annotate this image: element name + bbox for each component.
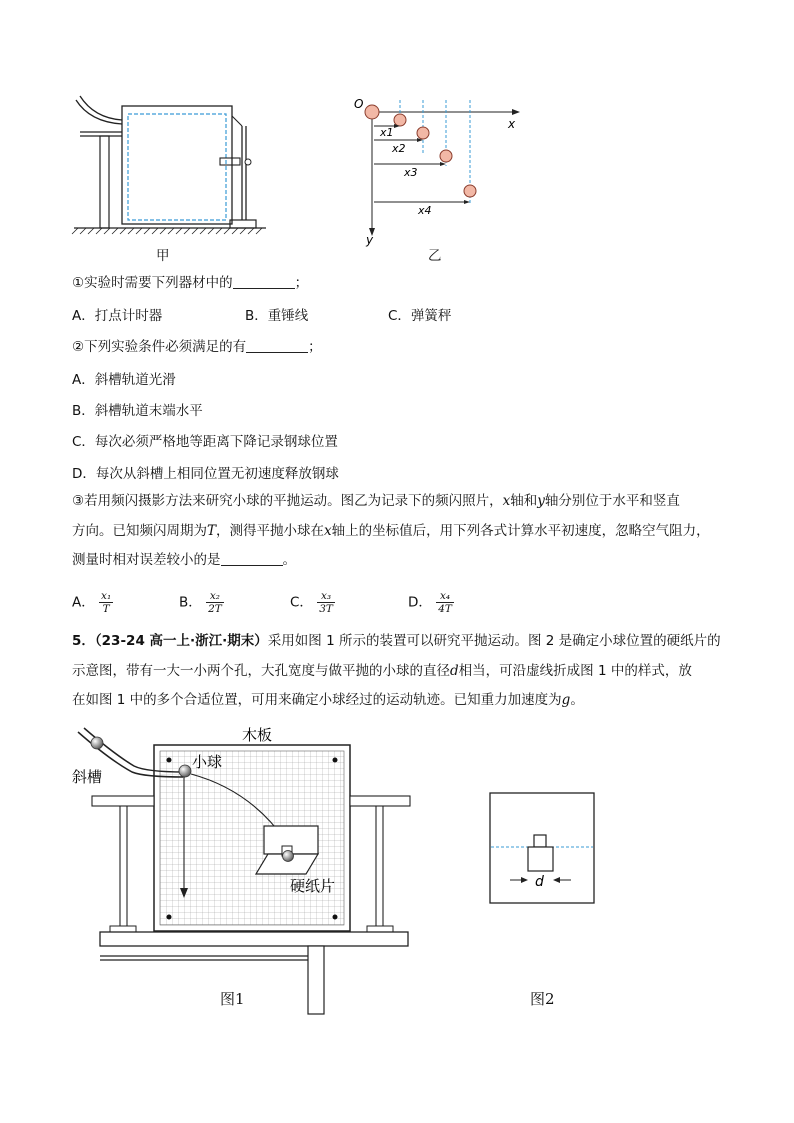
label-x3: x3 (404, 166, 418, 179)
figure-1-apparatus (70, 720, 415, 1015)
figure-jia-caption: 甲 (156, 248, 170, 264)
question-2-prompt: ②下列实验条件必须满足的有 (72, 339, 247, 355)
label-chute: 斜槽 (72, 768, 103, 786)
q3-option-b[interactable]: B． $\frac{\text{x₂}}{2T}$ (179, 590, 222, 615)
figure-1-caption: 图1 (220, 990, 245, 1008)
question-1: ①实验时需要下列器材中的 ； (72, 275, 309, 291)
q2-option-b[interactable]: B．斜槽轨道末端水平 (72, 403, 203, 419)
answer-blank-1[interactable] (233, 274, 295, 289)
label-board: 木板 (242, 726, 273, 744)
label-x4: x4 (418, 204, 432, 217)
q1-option-a[interactable]: A．打点计时器 (72, 308, 163, 324)
question-5: 5．（23-24 高一上·浙江·期末）采用如图 1 所示的装置可以研究平抛运动。图 2 是确定小球位置的硬纸片的 示意图，带有一大一小两个孔，大孔宽度与做平抛的小球的直径d相当，可沿虚线折成图 1 中的样式，放 在如图 1 中的多个合适位置，可用来确定小球经过的运动轨迹。已知重力加速度为g。 (72, 633, 721, 708)
question-3: ③若用频闪摄影方法来研究小球的平抛运动。图乙为记录下的频闪照片，x轴和y轴分别位于水平和竖直 方向。已知频闪周期为T，测得平抛小球在x轴上的坐标值后，用下列各式计算水平初速度，忽略空气阻力， 测量时相对误差较小的是 。 (72, 493, 710, 568)
q3-option-a[interactable]: A． $\frac{\text{x₁}}{T}$ (72, 590, 112, 615)
figure-yi-photo (348, 92, 528, 248)
label-ball: 小球 (192, 753, 223, 771)
answer-blank-2[interactable] (246, 338, 308, 353)
question-5-source: （23-24 高一上·浙江·期末） (94, 633, 268, 649)
figure-yi-caption: 乙 (428, 248, 442, 264)
q2-option-c[interactable]: C．每次必须严格地等距离下降记录钢球位置 (72, 434, 338, 450)
q3-option-d[interactable]: D． $\frac{\text{x₄}}{4T}$ (408, 590, 452, 615)
x-axis-label: x (508, 117, 516, 131)
figure-2-caption: 图2 (530, 990, 555, 1008)
label-x2: x2 (392, 142, 406, 155)
label-x1: x1 (380, 126, 394, 139)
figure-2-card (488, 790, 598, 908)
q2-option-d[interactable]: D．每次从斜槽上相同位置无初速度释放钢球 (72, 466, 339, 482)
y-axis-label: y (366, 233, 374, 247)
label-d: d (535, 874, 544, 890)
origin-label: O (354, 97, 364, 111)
question-1-prompt: ①实验时需要下列器材中的 (72, 275, 233, 291)
q2-option-a[interactable]: A．斜槽轨道光滑 (72, 372, 176, 388)
q3-option-c[interactable]: C． $\frac{\text{x₃}}{3T}$ (290, 590, 333, 615)
question-2: ②下列实验条件必须满足的有 ； (72, 339, 322, 355)
q1-option-b[interactable]: B．重锤线 (245, 308, 309, 324)
q1-option-c[interactable]: C．弹簧秤 (388, 308, 452, 324)
figure-jia-apparatus (70, 92, 270, 240)
answer-blank-3[interactable] (221, 551, 283, 566)
label-card: 硬纸片 (290, 877, 336, 895)
